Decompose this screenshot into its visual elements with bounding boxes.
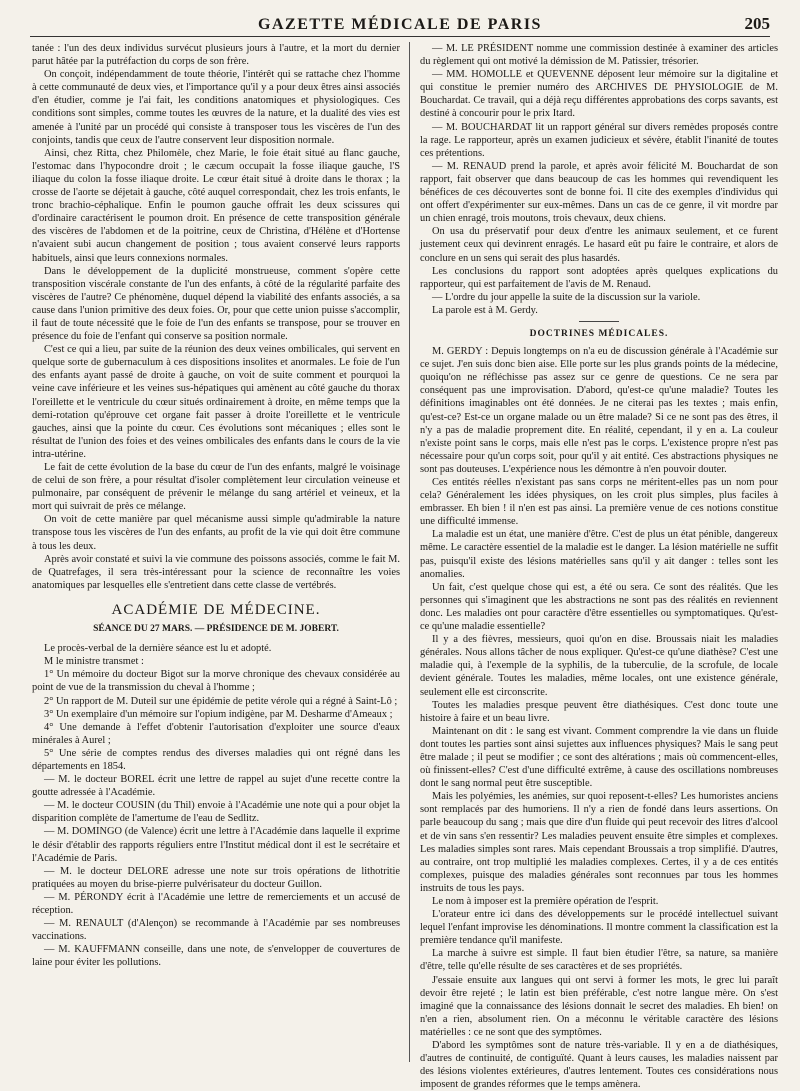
paragraph: — M. KAUFFMANN conseille, dans une note, de s'envelopper de couvertures de laine pour éviter les pollutions.	[32, 944, 400, 969]
left-column	[32, 42, 400, 1067]
divider	[579, 321, 619, 322]
paragraph: Mais les polyémies, les anémies, sur quoi reposent-t-elles? Les humoristes anciens sont remplacés par des humoriens. Il n'y a rien de fondé dans leurs assertions. On parle beaucoup du sang ; mais que dire d'un fluide qui peut recevoir des litres d'alcool et de vin sans s'en ressentir? Les maladies peuvent ensuite être simples et complexes. Les maladies simples sont rares. Mais cependant Broussais a trop simplifié. D'autres, au contraire, ont trop multiplié les maladies complexes. Certes, il y a de ces entités complexes, puisque des maladies générales sont reconnues par tous les hommes instruits de tous les pays.	[420, 791, 778, 894]
paragraph: On voit de cette manière par quel mécanisme aussi simple qu'admirable la nature transpose tous les viscères de l'un des enfants, au profit de la vie qui doit être commune à tous les deux.	[32, 514, 400, 552]
paragraph: D'abord les symptômes sont de nature très-variable. Il y en a de diathésiques, d'autres de continuité, de contiguïté. Quant à leurs causes, les maladies naissent par des lésions violentes extérieures, d'autres lentement. Toutes ces considérations nous imposent de grandes réformes que le temps amènera.	[420, 1040, 778, 1091]
paragraph: — M. LE PRÉSIDENT nomme une commission destinée à examiner des articles du règlement qui ont motivé la démission de M. Patissier, trésorier.	[420, 43, 778, 68]
paragraph: 3° Un exemplaire d'un mémoire sur l'opium indigène, par M. Desharme d'Ameaux ;	[44, 708, 393, 720]
paragraph: Après avoir constaté et suivi la vie commune des poissons associés, comme le fait M. de Quatrefages, il sera très-intéressant pour la science de reconnaître les voies anatomiques par lesquelles elle s'entretient dans cette classe de vertébrés.	[32, 553, 400, 591]
paragraph: La marche à suivre est simple. Il faut bien étudier l'être, sa nature, sa manière d'être, telle qu'elle résulte de ses caractères et de ses propriétés.	[420, 948, 778, 973]
paragraph: — MM. HOMOLLE et QUEVENNE déposent leur mémoire sur la digitaline et qui constitue le premier numéro des ARCHIVES DE PHYSIOLOGIE de M. Bouchardat. Ce travail, qui a déjà reçu différentes approbations des corps savants, est destiné à concourir pour le prix Itard.	[420, 69, 778, 120]
paragraph: Le nom à imposer est la première opération de l'esprit.	[432, 896, 659, 907]
paragraph: tanée : l'un des deux individus survécut plusieurs jours à l'autre, et la mort du dernier parut hâtée par la putréfaction du corps de son frère.	[32, 43, 400, 68]
paragraph: Un fait, c'est quelque chose qui est, a été ou sera. Ce sont des réalités. Que les personnes qui s'imaginent que les abstractions ne sont pas des réalités en reviennent donc. Les maladies ont pour caractère d'être essentielles ou symptomatiques. Qu'est-ce qu'une maladie essentielle?	[420, 581, 778, 633]
paragraph: 5° Une série de comptes rendus des diverses maladies qui ont régné dans les départements en 1854.	[32, 747, 400, 772]
paragraph: 1° Un mémoire du docteur Bigot sur la morve chronique des chevaux considérée au point de vue de la transmission du cheval à l'homme ;	[32, 669, 400, 694]
paragraph: C'est ce qui a lieu, par suite de la réunion des deux veines ombilicales, qui servent en quelque sorte de gubernaculum à ces dispositions insolites et anormales. Le foie de l'un des enfants ayant passé de droite à gauche, on voit de suite comment et pourquoi la veine cave inférieure et les veines sus-hépatiques qui amènent au côté gauche du thorax l'oreillette et le ventricule du cœur situés ordinairement à droite, en même temps que la demi-rotation qu'éprouve cet organe fait passer à droite l'oreillette et le ventricule gauches, ainsi que la pointe du cœur. Ces évolutions sont mécaniques ; elles sont le résultat de l'union des foies et des veines ombilicales des enfants dans le cours de la vie intra-utérine.	[32, 344, 400, 460]
paragraph: Ces entités réelles n'existant pas sans corps ne méritent-elles pas un nom pour cela? Généralement les idées physiques, on les croit plus simples, plus faciles à embrasser. Eh bien ! il n'en est pas ainsi. La première venue de ces notions constitue une difficulté immense.	[420, 477, 778, 528]
paragraph: Le procès-verbal de la dernière séance est lu et adopté.	[44, 643, 272, 655]
section-title: ACADÉMIE DE MÉDECINE.	[111, 601, 321, 618]
journal-title: GAZETTE MÉDICALE DE PARIS	[258, 16, 542, 33]
paragraph: Le fait de cette évolution de la base du cœur de l'un des enfants, malgré le voisinage de celui de son frère, a pour résultat d'isoler complètement leur circulation veineuse et pulmonaire, par conséquent de prévenir le mélange du sang artériel et veineux, et la mort qui suivrait de près ce mélange.	[32, 462, 400, 513]
paragraph: — M. BOUCHARDAT lit un rapport général sur divers remèdes proposés contre la rage. Le rapporteur, après un examen judicieux et sévère, établit l'inanité de toutes ces prétentions.	[420, 121, 778, 159]
paragraph: J'essaie ensuite aux langues qui ont servi à former les mots, le grec lui paraît devoir être rejeté ; le latin est bien préférable, c'est notre langue mère. On s'est imaginé que la connaissance des lésions donnait le secret des maladies. Eh bien! on n'en a rien, absolument rien. On a méconnu le véritable caractère des lésions matérielles : ce ne sont que des symptômes.	[420, 974, 778, 1038]
paragraph: Les conclusions du rapport sont adoptées après quelques explications du rapporteur, qui est parfaitement de l'avis de M. Renaud.	[420, 265, 778, 290]
session-heading: SÉANCE DU 27 MARS. — PRÉSIDENCE DE M. JOBERT.	[93, 624, 339, 635]
paragraph: On usa du préservatif pour deux d'entre les animaux seulement, et ce furent justement ceux qui devinrent enragés. Le hasard eût pu faire le contraire, et alors de conclure en un sens qui serait des plus hasardés.	[420, 226, 778, 264]
paragraph: Toutes les maladies presque peuvent être diathésiques. C'est donc toute une histoire à faire et un beau livre.	[420, 699, 778, 724]
paragraph: M le ministre transmet :	[44, 656, 144, 668]
paragraph: — M. le docteur COUSIN (du Thil) envoie à l'Académie une note qui a pour objet la disparition complète de l'amertume de l'eau de Sedlitz.	[32, 800, 400, 825]
paragraph: 4° Une demande à l'effet d'obtenir l'autorisation d'exploiter une source d'eaux minérales à Aurel ;	[32, 721, 400, 746]
paragraph: Maintenant on dit : le sang est vivant. Comment comprendre la vie dans un fluide dont toutes les parties sont ainsi sujettes aux influences physiques? Mais le sang peut être malade ; il peut se modifier ; ce sont des altérations ; mais où commencent-elles, où finissent-elles? C'est d'une difficulté extrême, à cause des oscillations nombreuses dont le sang normal peut être susceptible.	[420, 725, 778, 790]
paragraph: — M. PÉRONDY écrit à l'Académie une lettre de remerciements et un accusé de réception.	[32, 891, 400, 916]
section-heading: DOCTRINES MÉDICALES.	[529, 328, 669, 339]
paragraph: La parole est à M. Gerdy.	[432, 304, 538, 316]
right-column	[420, 42, 778, 1091]
paragraph: Dans le développement de la duplicité monstrueuse, comment s'opère cette transposition viscérale constante de l'un des enfants, à côté de la régularité parfaite des viscères de l'autre? Ce phénomène, duquel dépend la viabilité des enfants associés, a sa cause dans l'union primitive des deux foies. Or, pour que cette union puisse s'accomplir, il faut de toute nécessité que le foie de l'un des enfants se transpose, pour se trouver en présence du foie de l'enfant qui conserve sa position normale.	[32, 265, 400, 343]
paragraph: M. GERDY : Depuis longtemps on n'a eu de discussion générale à l'Académie sur ce sujet. J'en suis donc bien aise. Elle porte sur les plus grands points de la médecine, quoiqu'on ne réfléchisse pas assez sur ce genre de questions. Ce ne sera par conséquent pas une improvisation. D'abord, qu'est-ce qu'une maladie? Toutes les définitions imaginables ont été données. Je ne citerai pas les textes ; mais enfin, qu'est-ce? Est-ce un organe malade ou un être malade? Si ce ne sont pas des êtres, il n'y a pas de maladie proprement dite. En réalité, cependant, il y en a. La couleur n'existe point sans le corps, mais elle n'est pas le corps. L'existence propre n'est pas nécessaire pour qu'un corps soit, pour qu'il y ait entité. Ces abstractions physiques ne sont pas douteuses. L'expérience nous les démontre à n'en pouvoir douter.	[420, 346, 778, 475]
page-number: 205	[744, 14, 770, 33]
page-header	[30, 14, 770, 37]
paragraph: — M. DOMINGO (de Valence) écrit une lettre à l'Académie dans laquelle il exprime le désir d'établir des rapports réguliers entre l'Institut médical dont il est le secrétaire et l'Académie de Paris.	[32, 826, 400, 864]
paragraph: — M. le docteur DELORE adresse une note sur trois opérations de lithotritie pratiquées au moyen du brise-pierre pulvérisateur du docteur Guillon.	[32, 865, 400, 890]
column-divider	[409, 42, 410, 1062]
paragraph: L'orateur entre ici dans des développements sur le procédé intellectuel suivant lequel l'enfant improvise les dénominations. Il montre comment la classification est la première tendance qu'il manifeste.	[420, 909, 778, 947]
paragraph: — M. le docteur BOREL écrit une lettre de rappel au sujet d'une recette contre la goutte adressée à l'Académie.	[32, 774, 400, 799]
paragraph: On conçoit, indépendamment de toute théorie, l'intérêt qui se rattache chez l'homme à cette communauté de deux vies, et l'importance qu'il y a pour deux êtres ainsi associés d'en étudier, comme je l'ai fait, les conditions anatomiques et physiologiques. Ces conditions sont simples, comme toutes les œuvres de la nature, et la dualité des vies est amenée à l'unité par un procédé qui consiste à transposer tous les viscères de l'un des conjoints, tandis que ceux de l'autre conservent leur disposition normale.	[32, 69, 400, 146]
paragraph: — M. RENAUD prend la parole, et après avoir félicité M. Bouchardat de son rapport, fait observer que dans beaucoup de cas les hommes qui revendiquent les bénéfices de ces découvertes sont de bonne foi. Il cite des exemples d'individus qui ont offert d'expérimenter sur eux-mêmes. Dans un cas de ce genre, il vit mordre par un chien enragé, trois moutons, trois chevaux, deux chiens.	[420, 160, 778, 225]
paragraph: Ainsi, chez Ritta, chez Philomèle, chez Marie, le foie était situé au flanc gauche, l'estomac dans l'hypocondre droit ; le cæcum occupait la fosse iliaque gauche, l'S iliaque du colon la fosse iliaque droite. Le cœur était situé à droite dans le thorax ; la crosse de l'aorte se déjetait à gauche, côté auquel correspondait, chez les trois enfants, le tronc brachio-céphalique. Enfin le poumon gauche offrait les deux scissures qui d'ordinaire caractérisent le poumon droit. En présence de cette transposition générale des viscères de l'abdomen et de la poitrine, ceux de Christina, d'Hélène et d'Hortense n'avaient subi aucun changement de position ; tous avaient conservé leurs rapports habituels, ainsi que leurs connexions normales.	[32, 147, 400, 264]
paragraph: La maladie est un état, une manière d'être. C'est de plus un état pénible, dangereux même. Le caractère essentiel de la maladie est le danger. La lésion matérielle ne suffit pas, puisqu'il existe des lésions matérielles sans qu'il y ait danger : telles sont les anomalies.	[420, 529, 778, 580]
paragraph: — M. RENAULT (d'Alençon) se recommande à l'Académie par ses nombreuses vaccinations.	[32, 918, 400, 943]
paragraph: 2° Un rapport de M. Duteil sur une épidémie de petite vérole qui a régné à Saint-Lô ;	[44, 695, 398, 707]
paragraph: — L'ordre du jour appelle la suite de la discussion sur la variole.	[432, 291, 701, 303]
paragraph: Il y a des fièvres, messieurs, quoi qu'on en dise. Broussais niait les maladies générales. Nous allons tâcher de nous expliquer. Qu'est-ce qu'une diathèse? C'est une maladie qui, à l'exemple de la syphilis, de la tuberculie, de la scrofule, de locale devient générale. Toutes les maladies, même locales, ont une existence générale, seulement elle est circonscrite.	[420, 634, 778, 698]
